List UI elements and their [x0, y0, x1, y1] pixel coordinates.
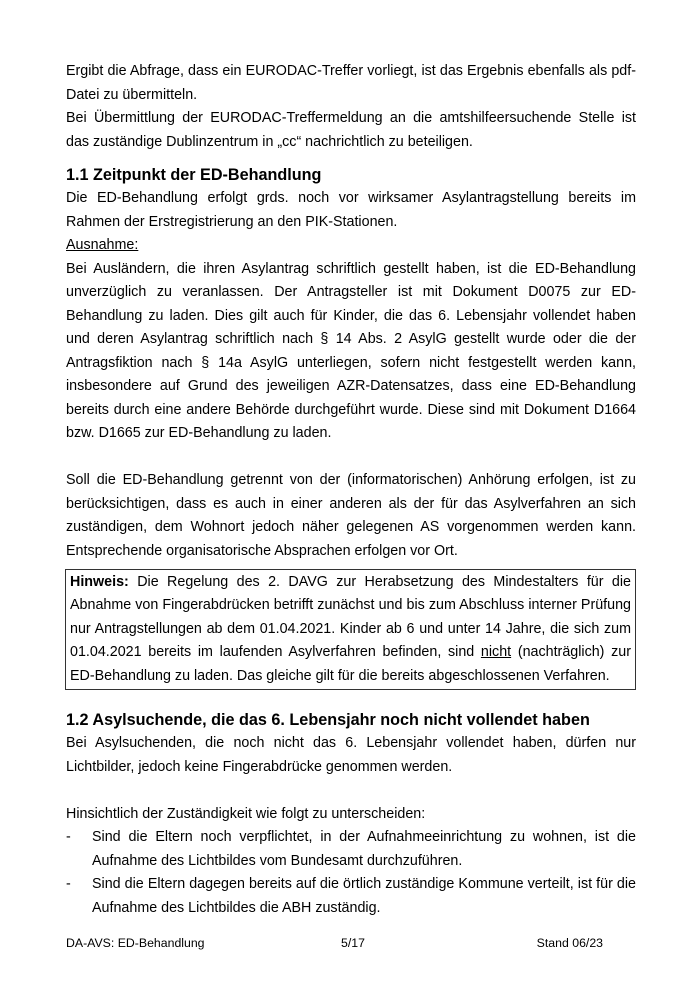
hint-box: [65, 569, 636, 690]
footer-document-title: DA-AVS: ED-Behandlung: [66, 936, 205, 950]
section-heading-1-2: 1.2 Asylsuchende, die das 6. Lebensjahr noch nicht vollendet haben: [66, 711, 590, 730]
section-1-1-paragraph-2: Bei Ausländern, die ihren Asylantrag schriftlich gestellt haben, ist die ED-Behandlung unverzüglich zu veranlassen. Der Antragsteller ist mit Dokument D0075 zur ED-Behandlung zu laden. Dies gilt auch für Kinder, die das 6. Lebensjahr vollendet haben und deren Asylantrag schriftlich nach § 14 Abs. 2 AsylG gestellt wurde oder die der Antragsfiktion nach § 14a AsylG unterliegen, sofern nicht festgestellt werden kann, insbesondere auf Grund des jeweiligen AZR-Datensatzes, dass eine ED-Behandlung bereits durch eine andere Behörde durchgeführt wurde. Diese sind mit Dokument D1664 bzw. D1665 zur ED-Behandlung zu laden.: [66, 260, 636, 441]
exception-label: Ausnahme:: [66, 237, 139, 253]
section-1-1-paragraph-1: Die ED-Behandlung erfolgt grds. noch vor wirksamer Asylantragstellung bereits im Rahmen der Erstregistrierung an den PIK-Stationen.: [66, 190, 636, 230]
footer-page-number: 5/17: [341, 936, 365, 950]
bullet-dash: -: [66, 829, 71, 846]
spacer: [66, 779, 636, 803]
list-item-text: Sind die Eltern dagegen bereits auf die örtlich zuständige Kommune verteilt, ist für die Aufnahme des Lichtbildes die ABH zuständig.: [92, 876, 636, 916]
section-1-2-paragraph-2: Hinsichtlich der Zuständigkeit wie folgt zu unterscheiden:: [66, 805, 426, 822]
hint-underlined-word: nicht: [480, 644, 512, 661]
intro-paragraph-dublin-cc: Bei Übermittlung der EURODAC-Treffermeldung an die amtshilfeersuchende Stelle ist das zuständige Dublinzentrum in „cc“ nachrichtlich zu beteiligen.: [66, 110, 636, 150]
hint-paragraph: [70, 571, 631, 688]
section-1-1-paragraph-3: Soll die ED-Behandlung getrennt von der (informatorischen) Anhörung erfolgen, ist zu berücksichtigen, dass es auch in einer anderen als der für das Asylverfahren an sich zuständigen, dem Wohnort jedoch näher gelegenen AS vorgenommen werden kann. Entsprechende organisatorische Absprachen erfolgen vor Ort.: [66, 472, 636, 559]
bullet-dash: -: [66, 876, 71, 893]
list-item-text: Sind die Eltern noch verpflichtet, in der Aufnahmeeinrichtung zu wohnen, ist die Aufnahme des Lichtbildes vom Bundesamt durchzuführen.: [92, 829, 636, 869]
footer-version: Stand 06/23: [536, 936, 603, 950]
section-1-2-paragraph-1: Bei Asylsuchenden, die noch nicht das 6. Lebensjahr vollendet haben, dürfen nur Lichtbilder, jedoch keine Fingerabdrücke genommen werden.: [66, 735, 636, 775]
list-item: [66, 826, 636, 873]
spacer: [66, 446, 636, 470]
hint-text-after: (nachträglich) zur ED-Behandlung zu laden. Das gleiche gilt für die bereits abgeschlossenen Verfahren.: [70, 644, 631, 684]
document-page: [66, 60, 636, 920]
responsibility-list: [66, 826, 636, 920]
list-item: [66, 873, 636, 920]
intro-paragraph-eurodac-result: Ergibt die Abfrage, dass ein EURODAC-Treffer vorliegt, ist das Ergebnis ebenfalls als pdf-Datei zu übermitteln.: [66, 63, 636, 103]
hint-text-before: Die Regelung des 2. DAVG zur Herabsetzung des Mindestalters für die Abnahme von Fingerabdrücken betrifft zunächst und bis zum Abschluss interner Prüfung nur Antragstellungen ab dem 01.04.2021. Kinder ab 6 und unter 14 Jahre, die sich zum 01.04.2021 bereits im laufenden Asylverfahren befinden, sind: [70, 574, 631, 661]
hint-label: Hinweis:: [70, 574, 129, 590]
intro-block: [66, 60, 636, 154]
section-heading-1-1: 1.1 Zeitpunkt der ED-Behandlung: [66, 166, 322, 184]
